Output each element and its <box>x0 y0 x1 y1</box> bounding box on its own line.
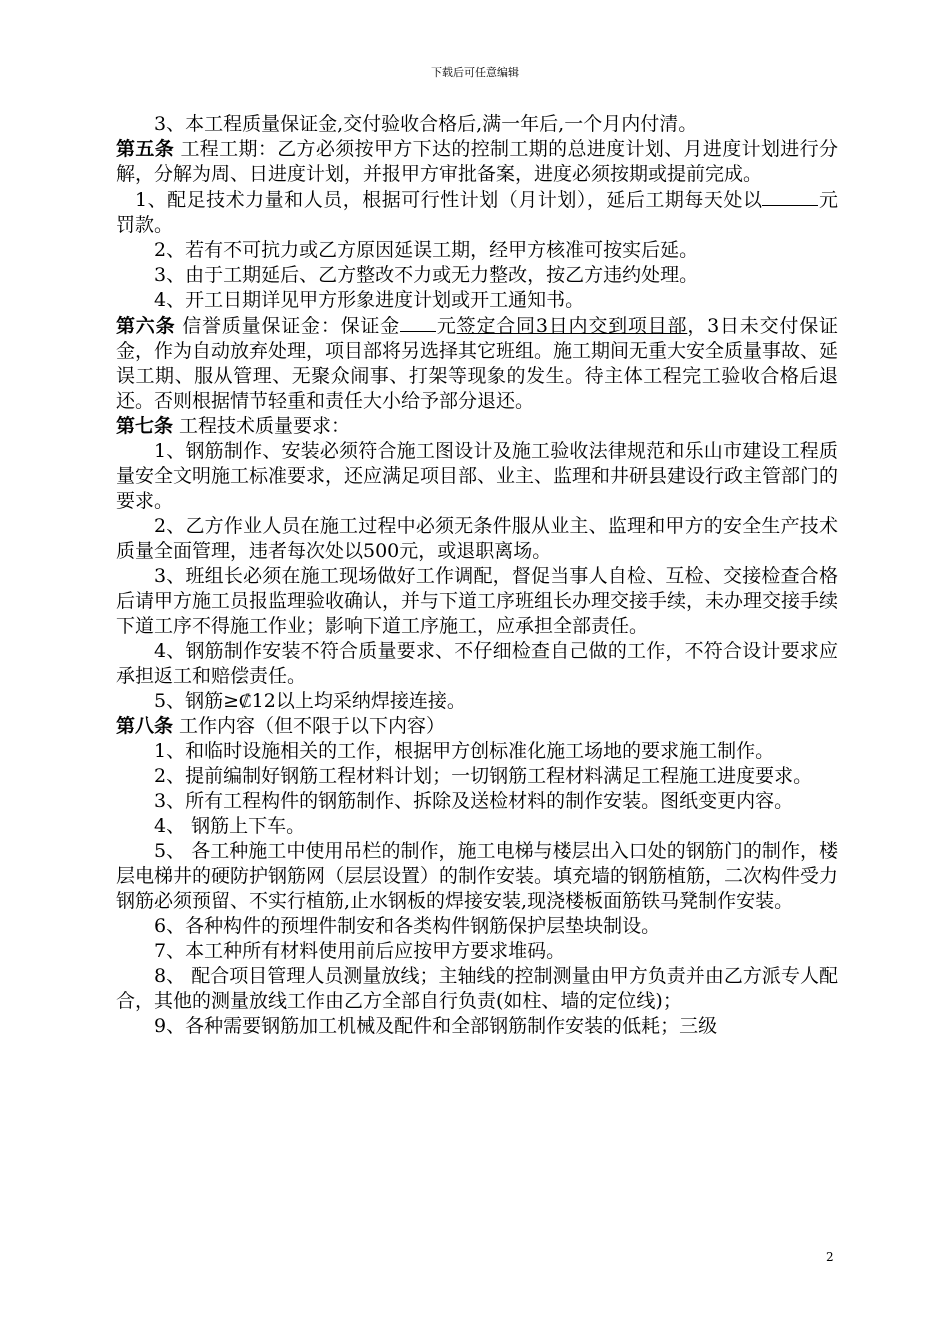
article-text: 工程技术质量要求： <box>173 415 351 437</box>
paragraph: 4、钢筋制作安装不符合质量要求、不仔细检查自己做的工作，不符合设计要求应承担返工和赔偿责任。 <box>116 640 838 687</box>
article-6 <box>116 313 838 414</box>
page-number: 2 <box>826 1250 834 1264</box>
fill-blank <box>762 187 818 206</box>
paragraph: 9、各种需要钢筋加工机械及配件和全部钢筋制作安装的低耗；三级 <box>154 1015 718 1037</box>
fill-blank <box>400 313 436 332</box>
paragraph: 5、 各工种施工中使用吊栏的制作，施工电梯与楼层出入口处的钢筋门的制作，楼层电梯井的硬防护钢筋网（层层设置）的制作安装。填充墙的钢筋植筋，二次构件受力钢筋必须预留、不实行植筋,止水钢板的焊接安装,现浇楼板面筋铁马凳制作安装。 <box>116 840 839 912</box>
article-title: 第七条 <box>116 415 174 437</box>
article-title: 第五条 <box>116 138 175 160</box>
paragraph: 5、钢筋≥₡12以上均采纳焊接连接。 <box>154 690 466 712</box>
paragraph: 8、 配合项目管理人员测量放线；主轴线的控制测量由甲方负责并由乙方派专人配合，其他的测量放线工作由乙方全部自行负责(如柱、墙的定位线)； <box>116 965 838 1012</box>
document-body <box>116 112 838 1039</box>
paragraph: 1、钢筋制作、安装必须符合施工图设计及施工验收法律规范和乐山市建设工程质量安全文明施工标准要求，还应满足项目部、业主、监理和井研县建设行政主管部门的要求。 <box>116 440 839 512</box>
paragraph: 4、开工日期详见甲方形象进度计划或开工通知书。 <box>154 289 585 311</box>
paragraph: 2、乙方作业人员在施工过程中必须无条件服从业主、监理和甲方的安全生产技术质量全面管理，违者每次处以500元，或退职离场。 <box>116 515 838 562</box>
article-text: 元 <box>436 315 457 337</box>
article-text: 工作内容（但不限于以下内容） <box>173 715 446 737</box>
paragraph <box>116 187 838 238</box>
article-title: 第八条 <box>116 715 174 737</box>
paragraph: 2、提前编制好钢筋工程材料计划；一切钢筋工程材料满足工程施工进度要求。 <box>154 765 813 787</box>
paragraph: 3、本工程质量保证金,交付验收合格后,满一年后,一个月内付清。 <box>154 113 698 135</box>
paragraph: 3、班组长必须在施工现场做好工作调配，督促当事人自检、互检、交接检查合格后请甲方施工员报监理验收确认，并与下道工序班组长办理交接手续，未办理交接手续下道工序不得施工作业；影响下道工序施工，应承担全部责任。 <box>116 565 839 637</box>
paragraph: 7、本工种所有材料使用前后应按甲方要求堆码。 <box>154 940 566 962</box>
paragraph: 2、若有不可抗力或乙方原因延误工期，经甲方核准可按实后延。 <box>154 239 699 261</box>
paragraph: 6、各种构件的预埋件制安和各类构件钢筋保护层垫块制设。 <box>154 915 661 937</box>
article-text: 信誉质量保证金：保证金 <box>175 315 401 337</box>
article-text: ，3日未交付保证金，作为自动放弃处理，项目部将另选择其它班组。施工期间无重大安全质量事故、延误工期、服从管理、无聚众闹事、打架等现象的发生。待主体工程完工验收合格后退还。否则根据情节轻重和责任大小给予部分退还。 <box>116 315 839 412</box>
paragraph: 4、 钢筋上下车。 <box>154 815 306 837</box>
article-8 <box>116 714 838 739</box>
article-title: 第六条 <box>116 315 176 337</box>
paragraph-text: 1、配足技术力量和人员，根据可行性计划（月计划），延后工期每天处以 <box>135 189 763 211</box>
article-7 <box>116 414 838 439</box>
paragraph-text: 元罚款。 <box>116 189 838 236</box>
article-5 <box>116 137 838 187</box>
underlined-text: 签定合同3日内交到项目部 <box>456 315 688 337</box>
page-header: 下载后可任意编辑 <box>431 66 519 79</box>
paragraph: 1、和临时设施相关的工作，根据甲方创标准化施工场地的要求施工制作。 <box>154 740 775 762</box>
paragraph: 3、所有工程构件的钢筋制作、拆除及送检材料的制作安装。图纸变更内容。 <box>154 790 794 812</box>
article-text: 工程工期：乙方必须按甲方下达的控制工期的总进度计划、月进度计划进行分解，分解为周、日进度计划，并报甲方审批备案，进度必须按期或提前完成。 <box>116 138 838 185</box>
paragraph: 3、由于工期延后、乙方整改不力或无力整改，按乙方违约处理。 <box>154 264 699 286</box>
